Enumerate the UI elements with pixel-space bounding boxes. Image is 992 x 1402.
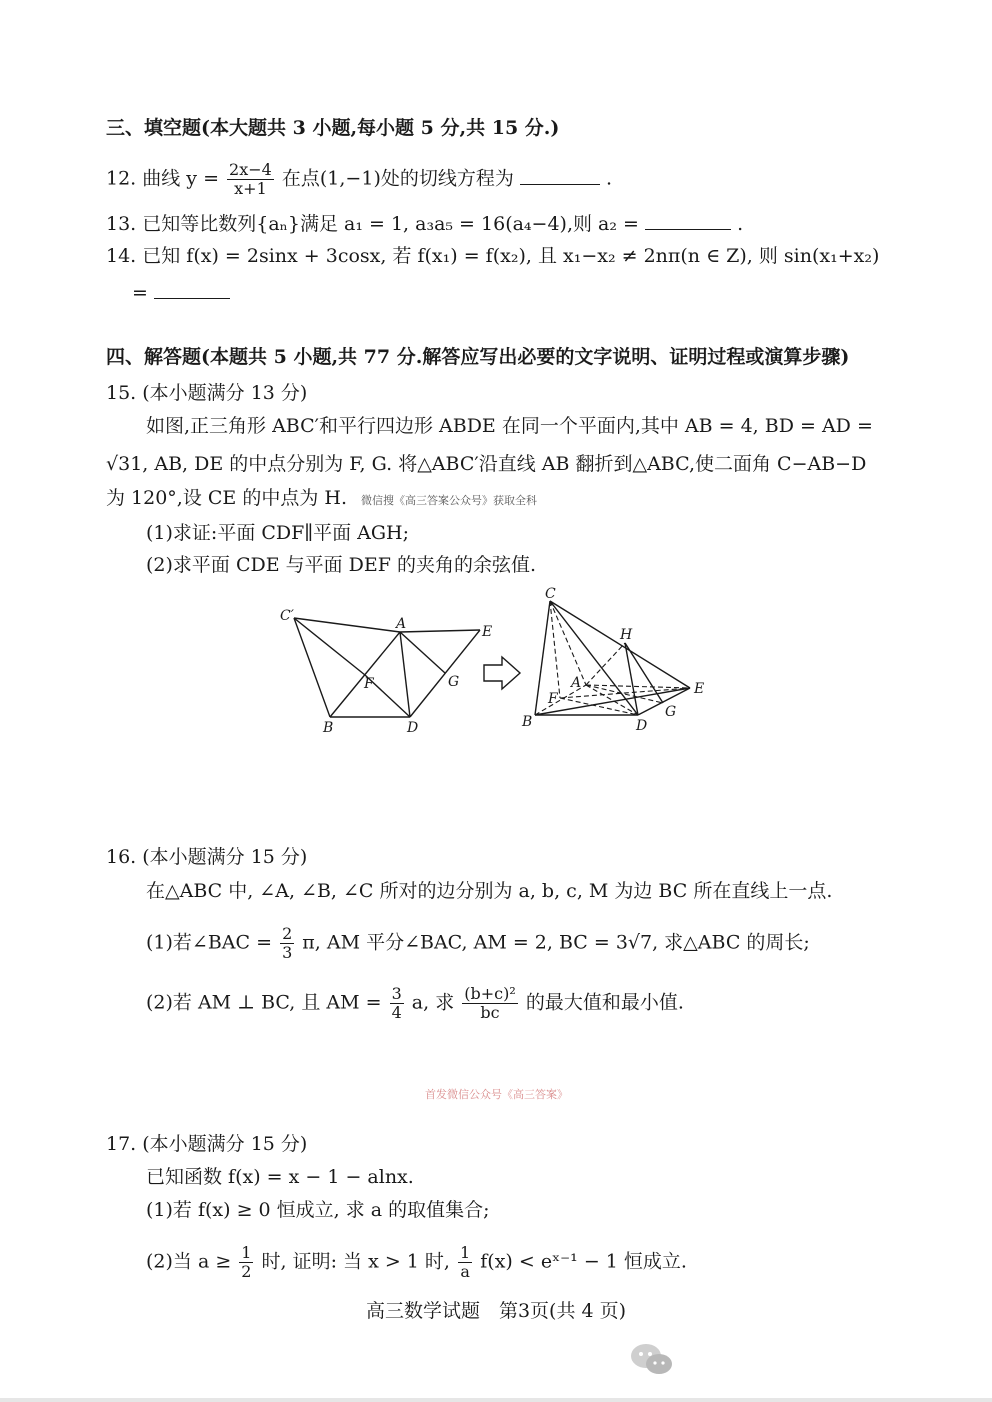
label-b-right: B bbox=[522, 714, 533, 730]
question-14-line2 bbox=[132, 280, 230, 305]
fold-arrow-icon bbox=[484, 657, 520, 689]
q12-frac-num: 2x−4 bbox=[229, 160, 272, 179]
label-h-right: H bbox=[620, 627, 633, 643]
label-e-right: E bbox=[694, 681, 705, 697]
question-13 bbox=[106, 211, 743, 236]
q17-s2-frac1-den: 2 bbox=[241, 1262, 252, 1281]
label-c-prime-left: C′ bbox=[280, 608, 294, 624]
geometry-figure bbox=[270, 585, 720, 745]
q16-s2-mid: a, 求 bbox=[411, 991, 455, 1014]
q15-p3-text: 为 120°,设 CE 的中点为 H. bbox=[106, 487, 347, 509]
q16-s2-frac2-num: (b+c)² bbox=[464, 984, 516, 1003]
q16-paragraph: 在△ABC 中, ∠A, ∠B, ∠C 所对的边分别为 a, b, c, M 为边 BC 所在直线上一点. bbox=[146, 880, 833, 902]
question-14-line1: 14. 已知 f(x) = 2sinx + 3cosx, 若 f(x₁) = f(x₂), 且 x₁−x₂ ≠ 2nπ(n ∈ Z), 则 sin(x₁+x₂) bbox=[106, 245, 880, 267]
edge-a-h-hidden bbox=[586, 643, 625, 685]
q12-end: . bbox=[605, 167, 612, 190]
q12-frac-den: x+1 bbox=[234, 179, 267, 198]
label-d-left: D bbox=[407, 720, 419, 736]
q16-s2-frac1-num: 3 bbox=[391, 984, 402, 1003]
q17-s2-post: f(x) < eˣ⁻¹ − 1 恒成立. bbox=[480, 1250, 687, 1273]
edge-a-b bbox=[330, 632, 400, 717]
q15-header: 15. (本小题满分 13 分) bbox=[106, 382, 308, 404]
q17-s2-fraction-1 bbox=[239, 1244, 253, 1281]
q16-s1-frac-den: 3 bbox=[282, 943, 293, 962]
edge-a-g bbox=[400, 632, 445, 673]
edge-a-e-hidden bbox=[586, 685, 690, 688]
q16-s1-frac-num: 2 bbox=[282, 924, 293, 943]
label-a-right: A bbox=[571, 675, 582, 691]
edge-c-f-hidden bbox=[550, 601, 560, 698]
q16-s1-pre: (1)若∠BAC = bbox=[146, 931, 273, 954]
q12-pre: 曲线 y = bbox=[142, 167, 219, 190]
q17-subquestion-1: (1)若 f(x) ≥ 0 恒成立, 求 a 的取值集合; bbox=[146, 1199, 490, 1221]
q12-number: 12. bbox=[106, 167, 137, 190]
q15-paragraph-line3 bbox=[106, 486, 537, 513]
q12-fraction bbox=[227, 161, 274, 198]
q15-watermark: 微信搜《高三答案公众号》获取全科 bbox=[361, 494, 538, 507]
watermark-pink: 首发微信公众号《高三答案》 bbox=[425, 1088, 568, 1101]
label-f-left: F bbox=[364, 676, 374, 692]
q15-paragraph-line1: 如图,正三角形 ABC′和平行四边形 ABDE 在同一个平面内,其中 AB = 4, BD = AD = bbox=[146, 415, 873, 437]
section-3-title: 三、填空题(本大题共 3 小题,每小题 5 分,共 15 分.) bbox=[106, 117, 560, 139]
edge-a-g-hidden bbox=[586, 685, 663, 703]
q17-s2-pre: (2)当 a ≥ bbox=[146, 1250, 232, 1273]
figure-left-planar bbox=[294, 618, 480, 717]
label-f-right: F bbox=[548, 691, 558, 707]
label-a-left: A bbox=[396, 616, 407, 632]
q17-s2-mid: 时, 证明: 当 x > 1 时, bbox=[261, 1250, 450, 1273]
q15-subquestion-1: (1)求证:平面 CDF∥平面 AGH; bbox=[146, 522, 409, 544]
q16-subquestion-2 bbox=[146, 985, 684, 1022]
q12-answer-blank[interactable] bbox=[520, 166, 600, 185]
q16-s2-fraction-1 bbox=[390, 985, 404, 1022]
label-c-right: C bbox=[545, 586, 556, 602]
q12-post: 在点(1,−1)处的切线方程为 bbox=[281, 167, 514, 190]
q17-s2-frac1-num: 1 bbox=[241, 1243, 252, 1262]
q16-s2-frac1-den: 4 bbox=[391, 1003, 402, 1022]
q17-s2-fraction-2 bbox=[458, 1244, 472, 1281]
label-e-left: E bbox=[482, 624, 493, 640]
question-12 bbox=[106, 161, 612, 198]
q13-text: 13. 已知等比数列{aₙ}满足 a₁ = 1, a₃a₅ = 16(a₄−4),则 a₂ = bbox=[106, 213, 639, 235]
page-footer: 高三数学试题 第3页(共 4 页) bbox=[365, 1300, 627, 1322]
bottom-edge-bar bbox=[0, 1398, 992, 1402]
label-g-left: G bbox=[448, 674, 460, 690]
figure-right-solid bbox=[535, 601, 690, 715]
q13-answer-blank[interactable] bbox=[645, 211, 731, 230]
q17-s2-frac2-num: 1 bbox=[460, 1243, 471, 1262]
edge-a-e bbox=[400, 630, 480, 632]
q16-s2-pre: (2)若 AM ⊥ BC, 且 AM = bbox=[146, 991, 382, 1014]
section-4-title: 四、解答题(本题共 5 小题,共 77 分.解答应写出必要的文字说明、证明过程或演算步骤) bbox=[106, 346, 850, 368]
q16-s1-post: π, AM 平分∠BAC, AM = 2, BC = 3√7, 求△ABC 的周长; bbox=[302, 931, 810, 954]
q16-header: 16. (本小题满分 15 分) bbox=[106, 846, 308, 868]
q16-s2-fraction-2 bbox=[462, 985, 518, 1022]
q17-s2-frac2-den: a bbox=[460, 1262, 470, 1281]
q16-s2-frac2-den: bc bbox=[480, 1003, 500, 1022]
hidden-edges bbox=[535, 601, 690, 715]
edge-e-d bbox=[410, 630, 480, 717]
q16-s2-post: 的最大值和最小值. bbox=[525, 991, 684, 1014]
q17-header: 17. (本小题满分 15 分) bbox=[106, 1133, 308, 1155]
q17-subquestion-2 bbox=[146, 1244, 687, 1281]
q17-paragraph: 已知函数 f(x) = x − 1 − alnx. bbox=[146, 1166, 414, 1188]
q15-subquestion-2: (2)求平面 CDE 与平面 DEF 的夹角的余弦值. bbox=[146, 554, 537, 576]
edge-c-a-hidden bbox=[550, 601, 586, 685]
q16-s1-fraction bbox=[280, 925, 294, 962]
edge-a-d bbox=[400, 632, 410, 717]
q13-end: . bbox=[737, 213, 744, 235]
q16-subquestion-1 bbox=[146, 925, 810, 962]
label-d-right: D bbox=[636, 718, 648, 734]
label-g-right: G bbox=[665, 704, 677, 720]
edge-a-d-hidden bbox=[586, 685, 638, 715]
q14-equals: = bbox=[132, 282, 148, 304]
label-b-left: B bbox=[323, 720, 334, 736]
q15-paragraph-line2: √31, AB, DE 的中点分别为 F, G. 将△ABC′沿直线 AB 翻折到△ABC,使二面角 C−AB−D bbox=[106, 453, 867, 475]
q14-answer-blank[interactable] bbox=[154, 280, 230, 299]
wechat-logo-icon bbox=[628, 1340, 676, 1380]
